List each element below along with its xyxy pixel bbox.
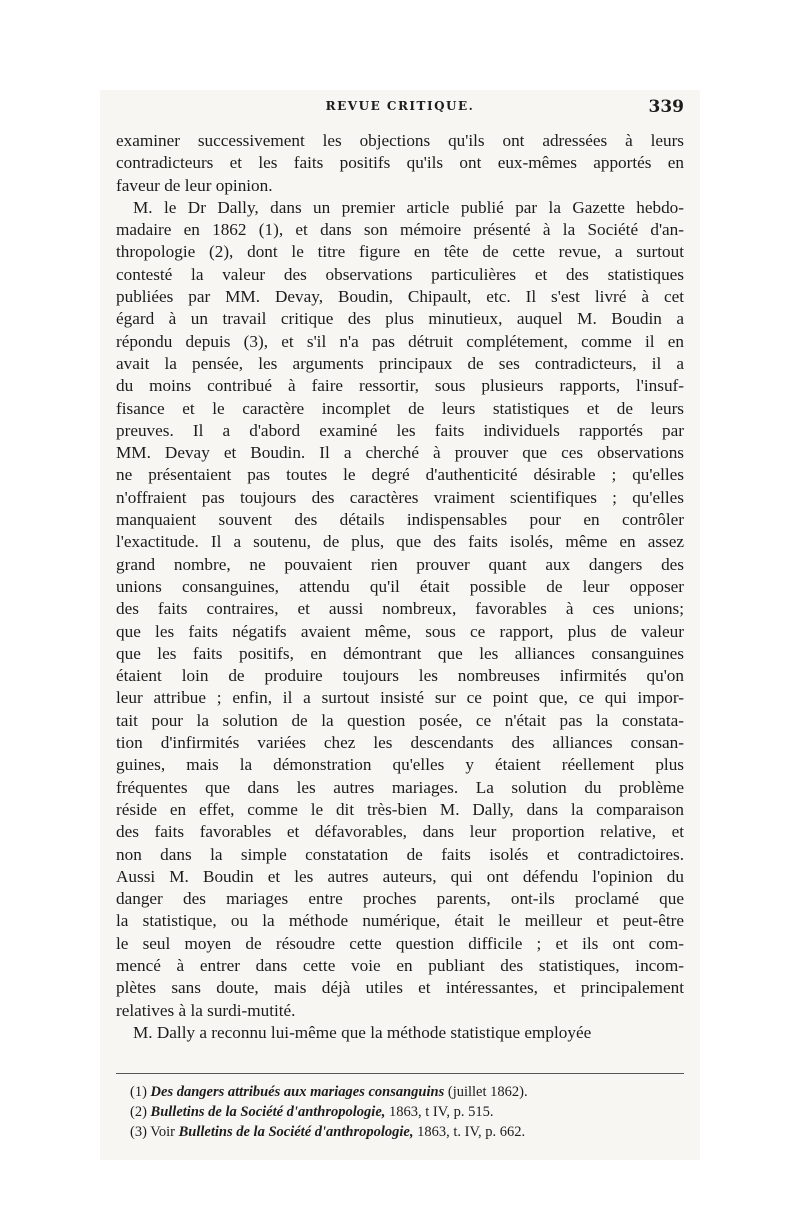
text-line: avait la pensée, les arguments principaux de ses contradicteurs, il a	[116, 353, 684, 373]
footnote-title: Bulletins de la Société d'anthropologie,	[150, 1104, 386, 1120]
text-line: contradicteurs et les faits positifs qu'ils ont eux-mêmes apportés en	[116, 153, 684, 173]
text-line: M. Dally a reconnu lui-même que la méthode statistique employée	[133, 1022, 592, 1042]
text-line: du moins contribué à faire ressortir, sous plusieurs rapports, l'insuf-	[116, 376, 684, 396]
text-line: que les faits positifs, en démontrant que les alliances consanguines	[116, 643, 684, 663]
body-text	[116, 130, 684, 1044]
text-line: M. le Dr Dally, dans un premier article publié par la Gazette hebdo-	[133, 197, 684, 217]
footnote	[130, 1122, 684, 1142]
text-line: mencé à entrer dans cette voie en publiant des statistiques, incom-	[116, 955, 684, 975]
text-line: fréquentes que dans les autres mariages. La solution du problème	[116, 777, 684, 797]
text-line: fisance et le caractère incomplet de leurs statistiques et de leurs	[116, 398, 684, 418]
text-line: faveur de leur opinion.	[116, 175, 273, 195]
text-line: réside en effet, comme le dit très-bien M. Dally, dans la comparaison	[116, 799, 684, 819]
text-line: étaient loin de produire toujours les nombreuses infirmités qu'on	[116, 666, 684, 686]
footnote-citation: 1863, t IV, p. 515.	[385, 1104, 494, 1120]
footnote-title: Des dangers attribués aux mariages consanguins	[150, 1084, 445, 1100]
text-line: égard à un travail critique des plus minutieux, auquel M. Boudin a	[116, 309, 684, 329]
footnote	[130, 1082, 684, 1102]
running-title: REVUE CRITIQUE.	[325, 99, 475, 113]
text-line: relatives à la surdi-mutité.	[116, 1000, 296, 1020]
text-line: des faits contraires, et aussi nombreux, favorables à ces unions;	[116, 599, 684, 619]
text-line: la statistique, ou la méthode numérique, était le meilleur et peut-être	[116, 911, 684, 931]
text-line: l'exactitude. Il a soutenu, de plus, que des faits isolés, même en assez	[116, 532, 684, 552]
footnote-number: (1)	[130, 1084, 151, 1100]
footnote-citation: 1863, t. IV, p. 662.	[413, 1124, 526, 1140]
text-line: non dans la simple constatation de faits isolés et contradictoires.	[116, 844, 684, 864]
text-line: que les faits négatifs avaient même, sous ce rapport, plus de valeur	[116, 621, 684, 641]
text-line: le seul moyen de résoudre cette question difficile ; et ils ont com-	[116, 933, 684, 953]
text-line: unions consanguines, attendu qu'il était possible de leur opposer	[116, 576, 684, 596]
text-line: Aussi M. Boudin et les autres auteurs, qui ont défendu l'opinion du	[116, 866, 684, 886]
text-line: tion d'infirmités variées chez les descendants des alliances consan-	[116, 733, 684, 753]
text-line: plètes sans doute, mais déjà utiles et intéressantes, et principalement	[116, 978, 684, 998]
page-header	[116, 97, 684, 123]
footnotes	[130, 1082, 684, 1142]
text-line: MM. Devay et Boudin. Il a cherché à prouver que ces observations	[116, 443, 684, 463]
footnote-number: (2)	[130, 1104, 151, 1120]
text-line: répondu depuis (3), et s'il n'a pas détruit complétement, comme il en	[116, 331, 684, 351]
footnote-title: Bulletins de la Société d'anthropologie,	[178, 1124, 414, 1140]
text-line: guines, mais la démonstration qu'elles y étaient réellement plus	[116, 755, 684, 775]
footnote-rule	[116, 1073, 684, 1074]
text-line: publiées par MM. Devay, Boudin, Chipault, etc. Il s'est livré à cet	[116, 287, 684, 307]
text-line: tait pour la solution de la question posée, ce n'était pas la constata-	[116, 710, 684, 730]
text-line: n'offraient pas toujours des caractères vraiment scientifiques ; qu'elles	[116, 487, 684, 507]
footnote	[130, 1102, 684, 1122]
text-line: examiner successivement les objections qu'ils ont adressées à leurs	[116, 131, 684, 150]
text-line: preuves. Il a d'abord examiné les faits individuels rapportés par	[116, 420, 684, 440]
text-line: thropologie (2), dont le titre figure en tête de cette revue, a surtout	[116, 242, 684, 262]
page-number: 339	[648, 97, 684, 117]
text-line: madaire en 1862 (1), et dans son mémoire présenté à la Société d'an-	[116, 220, 684, 240]
footnote-number: (3)	[130, 1124, 151, 1140]
footnote-prefix: Voir	[150, 1124, 179, 1140]
text-line: des faits favorables et défavorables, dans leur proportion relative, et	[116, 822, 684, 842]
text-line: leur attribue ; enfin, il a surtout insisté sur ce point que, ce qui impor-	[116, 688, 684, 708]
text-line: danger des mariages entre proches parents, ont-ils proclamé que	[116, 889, 684, 909]
text-line: ne présentaient pas toutes le degré d'authenticité désirable ; qu'elles	[116, 465, 684, 485]
footnote-citation: (juillet 1862).	[444, 1084, 528, 1100]
text-line: contesté la valeur des observations particulières et des statistiques	[116, 264, 684, 284]
text-line: grand nombre, ne pouvaient rien prouver quant aux dangers des	[116, 554, 684, 574]
text-line: manquaient souvent des détails indispensables pour en contrôler	[116, 510, 684, 530]
